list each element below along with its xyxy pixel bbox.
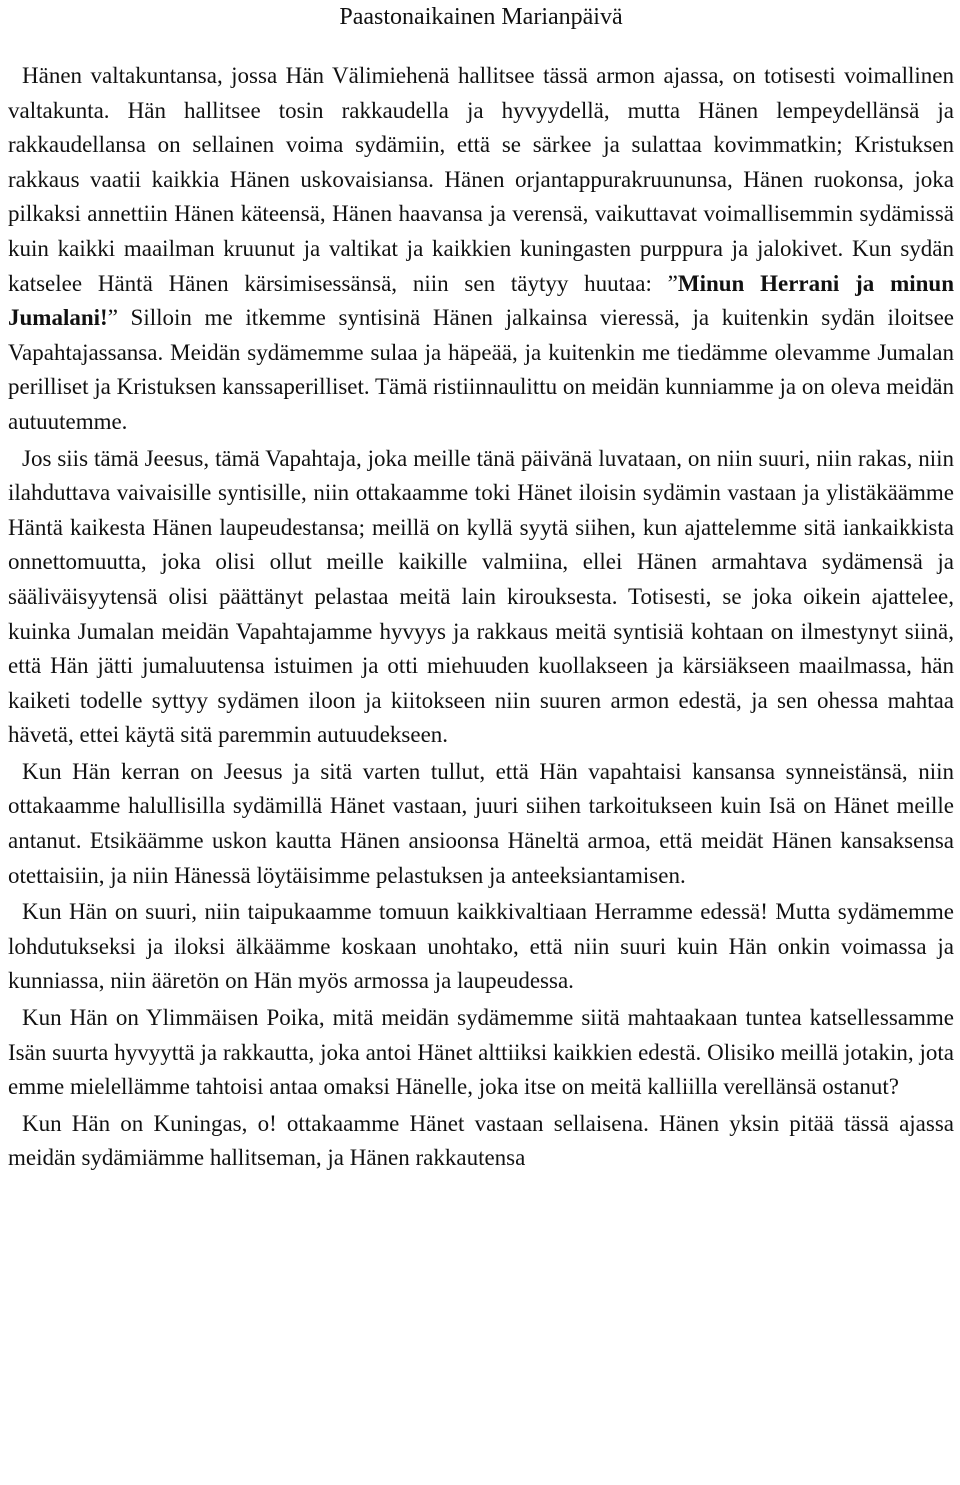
paragraph-3: Kun Hän kerran on Jeesus ja sitä varten tullut, että Hän vapahtaisi kansansa synneistänsä, niin ottakaamme halullisilla sydämillä Hänet vastaan, juuri siihen tarkoitukseen kuin Isä on Hänet meille antanut. Etsikäämme uskon kautta Hänen ansioonsa Häneltä armoa, että meidät Hänen kansaksensa otettaisiin, ja niin Hänessä löytäisimme pelastuksen ja anteeksiantamisen. <box>8 758 954 888</box>
paragraph-6: Kun Hän on Kuningas, o! ottakaamme Hänet vastaan sellaisena. Hänen yksin pitää tässä ajassa meidän sydämiämme hallitseman, ja Hänen rakkautensa <box>8 1110 954 1171</box>
paragraph-1-text-start: Hänen valtakuntansa, jossa Hän Välimiehenä hallitsee tässä armon ajassa, on totisesti voimallinen valtakunta. Hän hallitsee tosin rakkaudella ja hyvyydellä, mutta Hänen lempeydellänsä ja rakkaudellansa on sellainen voima sydämiin, että se särkee ja sulattaa kovimmatkin; Kristuksen rakkaus vaatii kaikkia Hänen uskovaisiansa. Hänen orjantappurakruununsa, Hänen ruokonsa, joka pilkaksi annettiin Hänen käteensä, Hänen haavansa ja verensä, vaikuttavat voimallisemmin sydämissä kuin kaikki maailman kruunut ja valtikat ja kaikkien kuningasten purppura ja jalokivet. Kun sydän katselee Häntä Hänen kärsimisessänsä, niin sen täytyy huutaa: ” <box>8 63 954 296</box>
document-page <box>8 0 954 1176</box>
paragraph-2: Jos siis tämä Jeesus, tämä Vapahtaja, joka meille tänä päivänä luvataan, on niin suuri, niin rakas, niin ilahduttava vaivaisille syntisille, niin ottakaamme toki Hänet iloisin sydämin vastaan ja ylistäkäämme Häntä kaikesta Hänen laupeudestansa; meillä on kyllä syytä siihen, kun ajattelemme sitä iankaikkista onnettomuutta, joka olisi ollut meille kaikille valmiina, ellei Hänen armahtava sydämensä ja sääliväisyytensä olisi päättänyt pelastaa meitä lain kirouksesta. Totisesti, se joka oikein ajattelee, kuinka Jumalan meidän Vapahtajamme hyvyys ja rakkaus meitä syntisiä kohtaan on ilmestynyt siinä, että Hän jätti jumaluutensa istuimen ja otti miehuuden kuollakseen ja kärsiäkseen maailmassa, hän kaiketi todelle syttyy sydämen iloon ja kiitokseen niin suuren armon edestä, ja sen ohessa mahtaa hävetä, ettei käytä sitä paremmin autuudekseen. <box>8 445 954 748</box>
paragraph-4: Kun Hän on suuri, niin taipukaamme tomuun kaikkivaltiaan Herramme edessä! Mutta sydämemme lohdutukseksi ja iloksi älkäämme koskaan unohtako, että niin suuri kuin Hän onkin voimassa ja kunniassa, niin ääretön on Hän myös armossa ja laupeudessa. <box>8 899 954 994</box>
paragraph-1 <box>8 59 954 440</box>
paragraph-5: Kun Hän on Ylimmäisen Poika, mitä meidän sydämemme siitä mahtaakaan tuntea katsellessamme Isän suurta hyvyyttä ja rakkautta, joka antoi Hänet alttiiksi kaikkien edestä. Olisiko meillä jotakin, jota emme mielellämme tahtoisi antaa omaksi Hänelle, joka itse on meitä kalliilla verellänsä ostanut? <box>8 1005 954 1100</box>
page-title: Paastonaikainen Marianpäivä <box>339 4 623 30</box>
paragraph-1-text-end: ” Silloin me itkemme syntisinä Hänen jalkainsa vieressä, ja kuitenkin sydän iloitsee Vapahtajassansa. Meidän sydämemme sulaa ja häpeää, ja kuitenkin me tiedämme olevamme Jumalan perilliset ja Kristuksen kanssaperilliset. Tämä ristiinnaulittu on meidän kunniamme ja on oleva meidän autuutemme. <box>8 305 954 434</box>
paragraph-1-bold-exclamation: Minun Herrani ja minun Jumalani! <box>8 270 954 331</box>
